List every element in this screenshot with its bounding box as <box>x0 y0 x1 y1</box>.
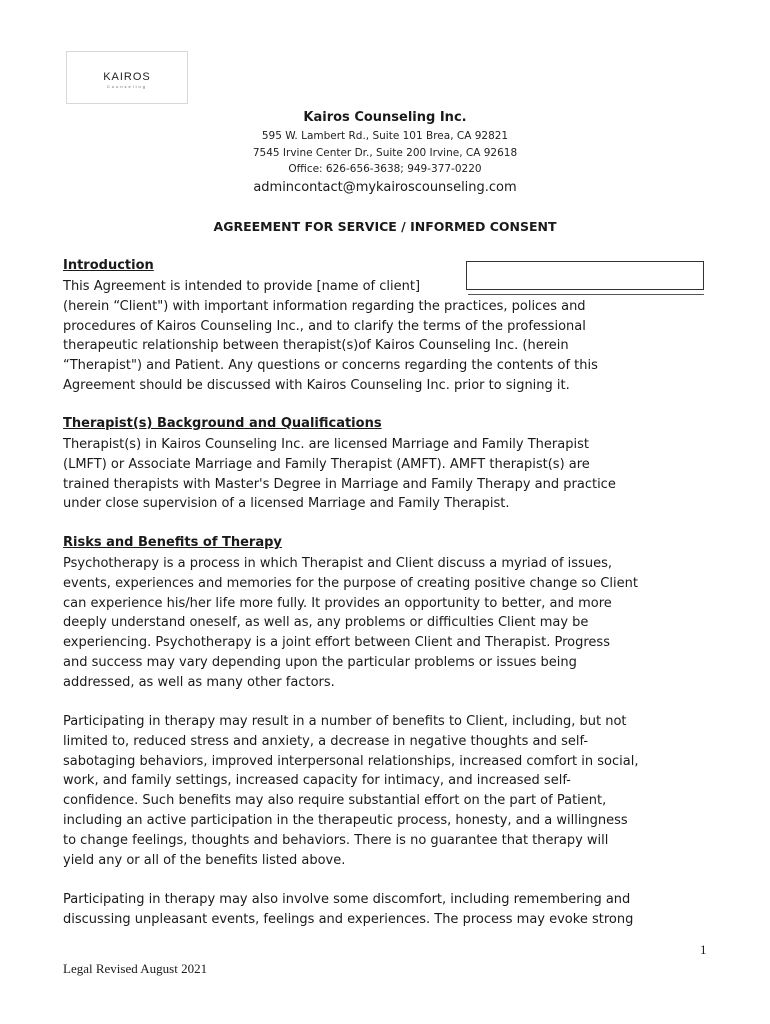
text-line: to change feelings, thoughts and behaviors. There is no guarantee that therapy will <box>63 832 609 848</box>
text-line: and success may vary depending upon the particular problems or issues being <box>63 654 577 670</box>
text-line: (herein “Client") with important information regarding the practices, polices and <box>63 298 586 314</box>
text-line: Psychotherapy is a process in which Therapist and Client discuss a myriad of issues, <box>63 556 612 571</box>
text-line: This Agreement is intended to provide [name of client] <box>63 279 421 294</box>
text-line: Agreement should be discussed with Kairos Counseling Inc. prior to signing it. <box>63 377 570 393</box>
text-line: Therapist(s) in Kairos Counseling Inc. are licensed Marriage and Family Therapist <box>63 437 589 452</box>
text-line: limited to, reduced stress and anxiety, a decrease in negative thoughts and self- <box>63 733 589 749</box>
text-line: therapeutic relationship between therapist(s)of Kairos Counseling Inc. (herein <box>63 338 569 354</box>
text-line: including an active participation in the therapeutic process, honesty, and a willingness <box>63 812 628 828</box>
text-line: sabotaging behaviors, improved interpersonal relationships, increased comfort in social, <box>63 753 639 769</box>
address-line-1: 595 W. Lambert Rd., Suite 101 Brea, CA 92821 <box>261 130 509 142</box>
text-line: can experience his/her life more fully. It provides an opportunity to better, and more <box>63 595 612 611</box>
text-line: events, experiences and memories for the purpose of creating positive change so Client <box>63 575 638 591</box>
contact-email: admincontact@mykairoscounseling.com <box>253 180 517 195</box>
risks-paragraph-3 <box>63 890 713 930</box>
text-line: deeply understand oneself, as well as, any problems or difficulties Client may be <box>63 615 589 631</box>
office-phone: Office: 626-656-3638; 949-377-0220 <box>288 163 482 175</box>
logo-tagline: Counseling <box>106 84 147 89</box>
address-line-2: 7545 Irvine Center Dr., Suite 200 Irvine, CA 92618 <box>252 147 518 159</box>
text-line: under close supervision of a licensed Marriage and Family Therapist. <box>63 496 510 512</box>
section-heading-background: Therapist(s) Background and Qualifications <box>63 416 382 431</box>
text-line: procedures of Kairos Counseling Inc., and to clarify the terms of the professional <box>63 318 586 334</box>
text-line: work, and family settings, increased capacity for intimacy, and increased self- <box>63 773 571 789</box>
text-line: addressed, as well as many other factors. <box>63 674 335 690</box>
text-line: experiencing. Psychotherapy is a joint effort between Client and Therapist. Progress <box>63 635 610 651</box>
revision-note: Legal Revised August 2021 <box>63 961 208 976</box>
document-title: AGREEMENT FOR SERVICE / INFORMED CONSENT <box>213 219 557 234</box>
text-line: trained therapists with Master's Degree in Marriage and Family Therapy and practice <box>63 476 616 492</box>
background-paragraph <box>63 435 713 514</box>
text-line: confidence. Such benefits may also require substantial effort on the part of Patient, <box>63 793 607 809</box>
text-line: discussing unpleasant events, feelings and experiences. The process may evoke strong <box>63 911 634 927</box>
logo-name: KAIROS <box>103 71 151 83</box>
introduction-paragraph <box>63 277 713 396</box>
company-logo <box>66 51 188 104</box>
page-number: 1 <box>700 942 707 957</box>
text-line: (LMFT) or Associate Marriage and Family Therapist (AMFT). AMFT therapist(s) are <box>63 456 590 472</box>
text-line: “Therapist") and Patient. Any questions or concerns regarding the contents of this <box>63 358 598 374</box>
text-line: Participating in therapy may result in a number of benefits to Client, including, but not <box>63 714 627 729</box>
section-heading-introduction: Introduction <box>63 258 154 273</box>
section-heading-risks-benefits: Risks and Benefits of Therapy <box>63 535 282 550</box>
text-line: Participating in therapy may also involve some discomfort, including remembering and <box>63 892 631 907</box>
org-name: Kairos Counseling Inc. <box>303 110 467 125</box>
risks-paragraph-2 <box>63 712 713 870</box>
risks-paragraph-1 <box>63 554 713 693</box>
text-line: yield any or all of the benefits listed above. <box>63 852 346 868</box>
